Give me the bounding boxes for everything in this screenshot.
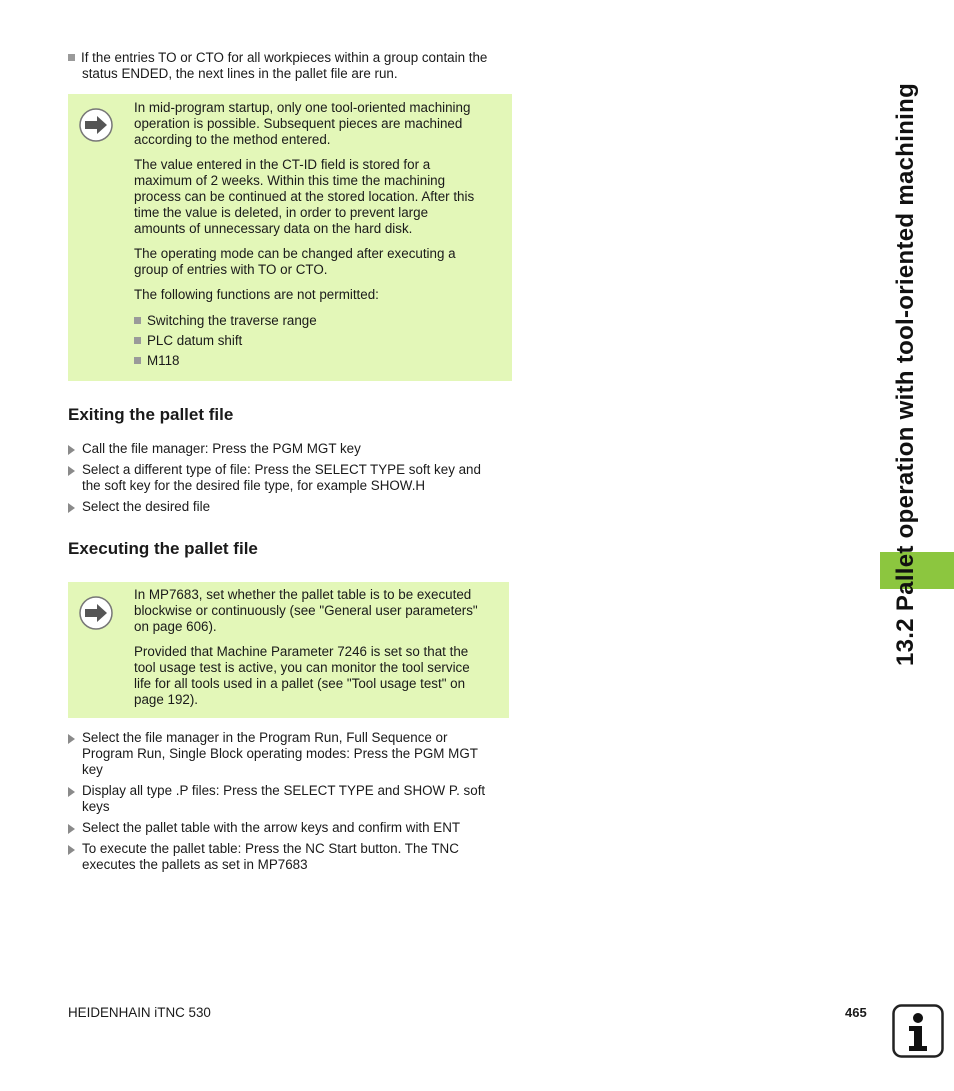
list-item: M118: [134, 353, 504, 369]
intro-bullet-line1: If the entries TO or CTO for all workpieces within a group contain the: [81, 50, 488, 65]
step-item: Select the desired file: [68, 499, 518, 515]
footer-product-name: HEIDENHAIN iTNC 530: [68, 1005, 211, 1020]
step-item: Select the file manager in the Program Run, Full Sequence or Program Run, Single Block operating modes: Press the PGM MGT key: [68, 730, 518, 778]
bullet-square-icon: [68, 54, 75, 61]
section-heading-exiting: Exiting the pallet file: [68, 405, 234, 424]
section-2-steps: [68, 730, 518, 878]
note-2-p1: In MP7683, set whether the pallet table is to be executed blockwise or continuously (see "General user parameters" on page 606).: [134, 587, 478, 634]
note-2-p2: Provided that Machine Parameter 7246 is set so that the tool usage test is active, you can monitor the tool service life for all tools used in a pallet (see "Tool usage test" on page 192).: [134, 644, 470, 707]
page-number: 465: [845, 1005, 867, 1020]
section-heading-executing: Executing the pallet file: [68, 539, 258, 558]
triangle-bullet-icon: [68, 734, 75, 744]
step-item: Display all type .P files: Press the SELECT TYPE and SHOW P. soft keys: [68, 783, 518, 815]
info-icon: [892, 1004, 944, 1058]
list-item: PLC datum shift: [134, 333, 504, 349]
arrow-right-icon: [79, 596, 113, 630]
note-1-p2: The value entered in the CT-ID field is stored for a maximum of 2 weeks. Within this time the machining process can be continued at the stored location. After this time the value is deleted, in order to prevent large amounts of unnecessary data on the hard disk.: [134, 157, 475, 236]
step-item: Select a different type of file: Press the SELECT TYPE soft key and the soft key for the desired file type, for example SHOW.H: [68, 462, 518, 494]
triangle-bullet-icon: [68, 503, 75, 513]
note-1-p3: The operating mode can be changed after executing a group of entries with TO or CTO.: [134, 246, 456, 277]
bullet-square-icon: [134, 357, 141, 364]
intro-bullet: [68, 50, 518, 82]
note-box-2: [68, 582, 509, 718]
note-1-text: [134, 100, 504, 373]
bullet-square-icon: [134, 337, 141, 344]
chapter-side-title: 13.2 Pallet operation with tool-oriented machining: [892, 82, 919, 666]
section-1-steps: [68, 441, 518, 520]
triangle-bullet-icon: [68, 445, 75, 455]
note-box-1: [68, 94, 512, 381]
note-1-p1: In mid-program startup, only one tool-oriented machining operation is possible. Subsequent pieces are machined according to the method entered.: [134, 100, 471, 147]
triangle-bullet-icon: [68, 787, 75, 797]
triangle-bullet-icon: [68, 824, 75, 834]
triangle-bullet-icon: [68, 845, 75, 855]
list-item: Switching the traverse range: [134, 313, 504, 329]
arrow-right-icon: [79, 108, 113, 142]
triangle-bullet-icon: [68, 466, 75, 476]
step-item: Call the file manager: Press the PGM MGT key: [68, 441, 518, 457]
step-item: Select the pallet table with the arrow keys and confirm with ENT: [68, 820, 518, 836]
bullet-square-icon: [134, 317, 141, 324]
note-2-text: [134, 587, 504, 717]
intro-bullet-line2: status ENDED, the next lines in the pallet file are run.: [82, 66, 398, 81]
step-item: To execute the pallet table: Press the NC Start button. The TNC executes the pallets as set in MP7683: [68, 841, 518, 873]
note-1-p4: The following functions are not permitted:: [134, 287, 379, 302]
